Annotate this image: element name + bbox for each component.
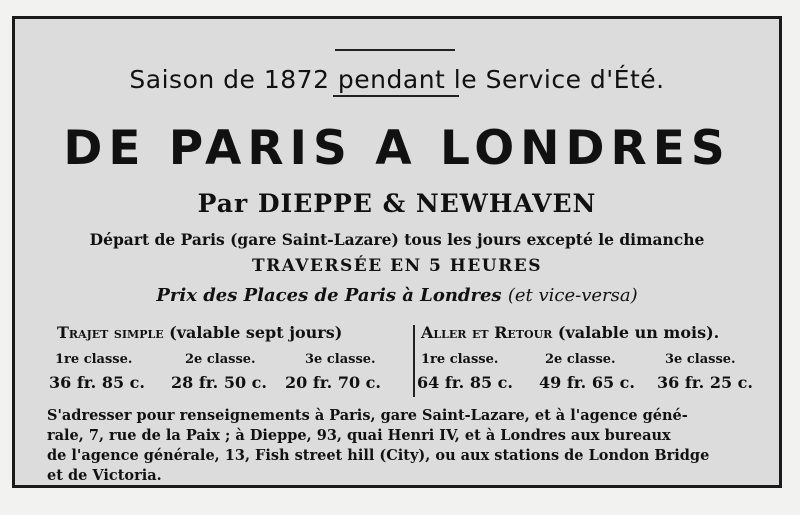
single-class-2: 2e classe. (185, 352, 256, 367)
info-line: de l'agence générale, 13, Fish street hill (City), ou aux stations de London Bridge (47, 447, 710, 464)
poster-title: DE PARIS A LONDRES (63, 121, 731, 176)
single-price-2: 28 fr. 50 c. (171, 373, 267, 392)
contact-info (47, 406, 747, 486)
route-line: Par DIEPPE & NEWHAVEN (197, 189, 597, 218)
poster-frame (12, 16, 782, 488)
return-trip-note: (valable un mois). (557, 323, 720, 342)
fares-heading-note: (et vice-versa) (507, 285, 638, 306)
season-line: Saison de 1872 pendant le Service d'Été. (129, 65, 665, 94)
return-class-3: 3e classe. (665, 352, 736, 367)
info-line: S'adresser pour renseignements à Paris, gare Saint-Lazare, et à l'agence géné- (47, 407, 688, 424)
single-trip-label: Trajet simple (57, 323, 164, 342)
column-divider (413, 325, 415, 397)
single-class-3: 3e classe. (305, 352, 376, 367)
crossing-line: TRAVERSÉE EN 5 HEURES (252, 256, 542, 276)
info-line: rale, 7, rue de la Paix ; à Dieppe, 93, quai Henri IV, et à Londres aux bureaux (47, 427, 671, 444)
single-trip-heading (57, 323, 342, 342)
return-trip-label: Aller et Retour (421, 323, 553, 342)
departure-line: Départ de Paris (gare Saint-Lazare) tous les jours excepté le dimanche (89, 230, 705, 249)
fares-heading-text: Prix des Places de Paris à Londres (156, 285, 502, 306)
return-price-1: 64 fr. 85 c. (417, 373, 513, 392)
single-price-1: 36 fr. 85 c. (49, 373, 145, 392)
single-price-3: 20 fr. 70 c. (285, 373, 381, 392)
single-class-1: 1re classe. (55, 352, 133, 367)
single-trip-note: (valable sept jours) (169, 323, 343, 342)
return-trip-heading (421, 323, 719, 342)
return-price-2: 49 fr. 65 c. (539, 373, 635, 392)
return-class-1: 1re classe. (421, 352, 499, 367)
season-rule (333, 95, 459, 97)
return-price-3: 36 fr. 25 c. (657, 373, 753, 392)
return-class-2: 2e classe. (545, 352, 616, 367)
fares-heading (15, 285, 779, 306)
top-rule (335, 49, 455, 51)
info-line: et de Victoria. (47, 467, 162, 484)
